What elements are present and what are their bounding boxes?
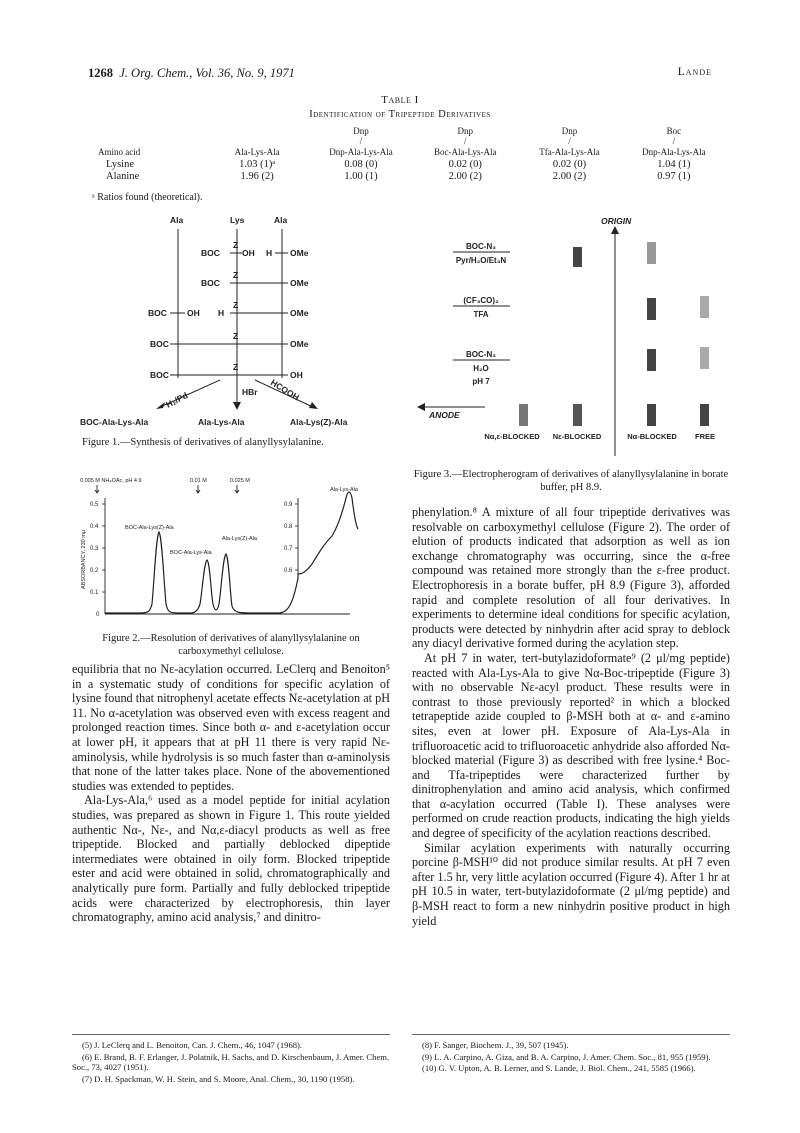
fig3-spot [647,349,656,371]
fig1-z: Z [233,300,239,310]
fig2-ytick: 0.2 [90,568,99,574]
fig2-ylabel: ABSORBANCY, 230 mμ [81,529,87,589]
fig3-spot [700,296,709,318]
fig1-residue: Ala [170,215,184,225]
fig1-reagent-h2pd: H₂/Pd [164,390,190,410]
running-header-left [88,66,295,81]
fig2-ytick: 0.1 [90,590,99,596]
fig1-z: Z [233,331,239,341]
reference-item: (5) J. LeClerq and L. Benoiton, Can. J. Chem., 46, 1047 (1968). [82,1040,303,1050]
fig1-boc: BOC [201,248,220,258]
fig1-z: Z [233,240,239,250]
fig3-condition: Pyr/H₂O/Et₃N [455,256,507,265]
fig1-z: Z [233,270,239,280]
fig1-product: Ala-Lys(Z)-Ala [290,417,348,427]
fig3-lane-label: Nα,ε-BLOCKED [484,432,540,441]
fig1-product: BOC-Ala-Lys-Ala [80,417,149,427]
table-title: Identification of Tripeptide Derivatives [309,109,491,120]
fig3-condition: BOC-N₃ [466,242,496,251]
fig3-spot [519,404,528,426]
fig1-residue: Lys [230,215,245,225]
fig1-h: H [266,248,273,258]
table-cell: Lysine [106,158,134,170]
figure-3-caption: Figure 3.—Electropherogram of derivatives of alanyllysylalanine in borate buffer, pH 8.9. [413,469,729,493]
table-header-cell: Dnp / Boc-Ala-Lys-Ala [434,126,497,157]
body-right-column [412,505,730,928]
fig2-buffer: 0.01 M [190,478,207,484]
table-label: Table I [381,94,419,106]
fig2-ytick-right: 0.8 [284,524,293,530]
table-cell: 0.97 (1) [657,171,691,182]
fig1-z: Z [233,362,239,372]
fig3-spot [700,404,709,426]
table-footnote: ᵃ Ratios found (theoretical). [92,192,203,203]
fig3-spot [573,247,582,267]
figure-1-scheme [70,212,380,428]
footnote-rule [412,1034,730,1035]
figure-2-caption: Figure 2.—Resolution of derivatives of alanyllysylalanine on carboxymethyl cellulose. [102,633,360,657]
table-header-cell: Ala-Lys-Ala [234,147,280,157]
fig3-spot [700,347,709,369]
paragraph: phenylation.⁸ A mixture of all four tripeptide derivatives was resolvable on carboxymethyl cellulose (Figure 2). The order of elution of products indicated that adsorption as well as ion exchange chromatography was occurring, since the α-free compound was retained more strongly than the ε-free product. Electrophoresis in a borate buffer, pH 8.9 (Figure 3), afforded rapid and complete resolution of all four derivatives. In experiments to determine ideal conditions for specific acylation, products were detected by ninhydrin after acid spray to deblock any diacyl derivative formed during the acylation step. [412,505,730,651]
table-tripeptide [86,126,726,184]
table-header-row [86,126,726,159]
fig3-origin-label: ORIGIN [601,216,632,226]
fig1-residue: Ala [274,215,288,225]
paragraph: At pH 7 in water, tert-butylazidoformate⁹ (2 μl/mg peptide) reacted with Ala-Lys-Ala to give Nα-Boc-tripeptide (Figure 3) with no observable Nε-acyl product. These results were in contrast to those previously reported² in which a blocked tetrapeptide azide coupled to β-MSH both at α- and ε-amino sites, even at lower pH. Exposure of Ala-Lys-Ala in trifluoroacetic acid to trifluoroacetic anhydride also afforded Nα-blocked material (Figure 3) as described with free lysine.⁴ Boc- and Tfa-tripeptides were characterized further by dinitrophenylation and amino acid analysis, which confirmed that α-acylation occurred (Table I). These analyses were performed on crude reaction products, indicating the high yields and degree of specificity of the acylation reactions described. [412,650,730,841]
table-cell: 2.00 (2) [448,171,482,182]
fig1-ome: OMe [290,248,309,258]
fig1-boc: BOC [150,339,169,349]
table-cell: 0.02 (0) [448,158,482,170]
fig1-product: Ala-Lys-Ala [198,417,245,427]
fig2-peak-label: Ala-Lys-Ala [330,487,358,493]
table-cell: 1.00 (1) [344,171,378,182]
paragraph: Similar acylation experiments with naturally occurring porcine β-MSH¹⁰ did not produce similar results. At pH 7 even after 1.5 hr, very little acylation occurred (Figure 4). After 1 hr at pH 10.5 in water, tert-butylazidoformate (2 μl/mg peptide) and β-MSH react to form a new ninhydrin positive product in high yield [412,840,730,928]
paragraph: Ala-Lys-Ala,⁶ used as a model peptide for initial acylation studies, was prepared as shown in Figure 1. This route yielded authentic Nα-, Nε-, and Nα,ε-diacyl products as well as free tripeptide. Blocked and partially deblocked dipeptide intermediates were obtained in oily form. Blocked tripeptide ester and acid were obtained in solid, chromatographically and analytically pure form. Partially and fully deblocked tripeptide acids were characterized by electrophoresis, thin layer chromatography, amino acid analysis,⁷ and dinitro- [72,793,390,925]
table-row [86,171,726,184]
reference-item: (6) E. Brand, B. F. Erlanger, J. Polatnik, H. Sachs, and D. Kirschenbaum, J. Amer. Chem. Soc., 73, 4027 (1951). [72,1051,390,1073]
fig1-oh: OH [187,308,200,318]
fig3-lane-label: Nα-BLOCKED [627,432,677,441]
table-cell: 2.00 (2) [552,171,587,182]
fig3-condition: pH 7 [472,377,490,386]
fig3-condition: H₂O [473,364,489,373]
fig3-spot [647,404,656,426]
fig1-ome: OMe [290,308,309,318]
fig1-ome: OMe [290,339,309,349]
references-right [412,1040,730,1075]
fig2-peak-label: Ala-Lys(Z)-Ala [222,536,257,542]
fig1-boc: BOC [148,308,167,318]
fig2-buffer: 0.025 M [230,478,250,484]
references-left [72,1040,390,1085]
fig1-oh: OH [290,370,303,380]
fig2-ytick-right: 0.7 [284,546,293,552]
fig1-reagent-hbr: HBr [242,387,258,397]
fig2-ytick: 0.3 [90,546,99,552]
fig2-ytick: 0.5 [90,502,99,508]
fig1-reagent-hcooh: HCOOH [268,377,302,403]
fig3-condition: BOC-N₃ [466,350,496,359]
fig3-condition: (CF₃CO)₂ [463,296,499,305]
fig2-ytick: 0 [96,612,100,618]
body-left-column [72,662,390,925]
fig2-ytick: 0.4 [90,524,99,530]
table-header-cell: Boc / Dnp-Ala-Lys-Ala [642,126,706,157]
table-cell: Alanine [106,171,140,182]
fig2-peak-label: BOC-Ala-Lys(Z)-Ala [125,525,174,531]
fig1-ome: OMe [290,278,309,288]
footnote-rule [72,1034,390,1035]
fig1-boc: BOC [150,370,169,380]
paragraph: equilibria that no Nε-acylation occurred. LeClerq and Benoiton⁵ in a systematic study of conditions for specific acylation of lysine found that nitrophenyl acetate effects Nε-acetylation at pH 11. No α-acetylation was observed even with excess reagent and prolonged reaction times. Since both α- and ε-acetylation occur at lower pH, it appears that at pH 11 there is very rapid Nε-aminolysis, while hydrolysis is so much faster than α-aminolysis that none of the latter takes place. None of the abovementioned studies was extended to peptides. [72,662,390,793]
table-cell: 1.03 (1)ᵃ [239,158,276,170]
table-header-cell: Dnp / Dnp-Ala-Lys-Ala [329,126,393,157]
table-header-cell: Dnp / Tfa-Ala-Lys-Ala [539,126,600,157]
table-cell: 1.04 (1) [657,158,691,170]
fig3-lane-label: Nε-BLOCKED [552,432,602,441]
reference-item: (7) D. H. Spackman, W. H. Stein, and S. Moore, Anal. Chem., 30, 1190 (1958). [82,1073,355,1084]
fig1-oh: OH [242,248,255,258]
fig3-lane-label: FREE [694,432,716,441]
fig2-buffer: 0.005 M NH₄OAc, pH 4.9 [80,478,142,484]
fig3-anode-label: ANODE [429,410,460,420]
fig2-ytick-right: 0.6 [284,568,293,574]
table-header-cell: Amino acid [98,147,141,157]
page-number: 1268 [88,66,113,80]
fig3-spot [647,298,656,320]
table-cell: 0.02 (0) [552,158,587,170]
fig3-spot [573,404,582,426]
fig3-condition: TFA [473,310,489,319]
reference-item: (10) G. V. Upton, A. B. Lerner, and S. Lande, J. Biol. Chem., 241, 5585 (1966). [422,1063,696,1074]
running-header-author: Lande [677,66,712,78]
reference-item: (9) L. A. Carpino, A. Giza, and B. A. Carpino, J. Amer. Chem. Soc., 81, 955 (1959). [422,1051,711,1062]
fig3-spot [647,242,656,264]
fig3-spots [519,242,709,426]
fig2-peak-label: BOC-Ala-Lys-Ala [170,550,212,556]
fig1-h: H [218,308,225,318]
reference-item: (8) F. Sanger, Biochem. J., 39, 507 (1945). [422,1040,569,1050]
figure-3-electropherogram [415,212,725,462]
fig1-boc: BOC [201,278,220,288]
table-row [86,159,726,172]
figure-1-caption: Figure 1.—Synthesis of derivatives of alanyllysylalanine. [82,437,324,448]
table-cell: 0.08 (0) [344,158,378,170]
table-cell: 1.96 (2) [240,171,274,182]
fig2-ytick-right: 0.9 [284,502,293,508]
figure-2-chromatogram [80,474,390,624]
journal-citation: J. Org. Chem., Vol. 36, No. 9, 1971 [119,66,295,80]
